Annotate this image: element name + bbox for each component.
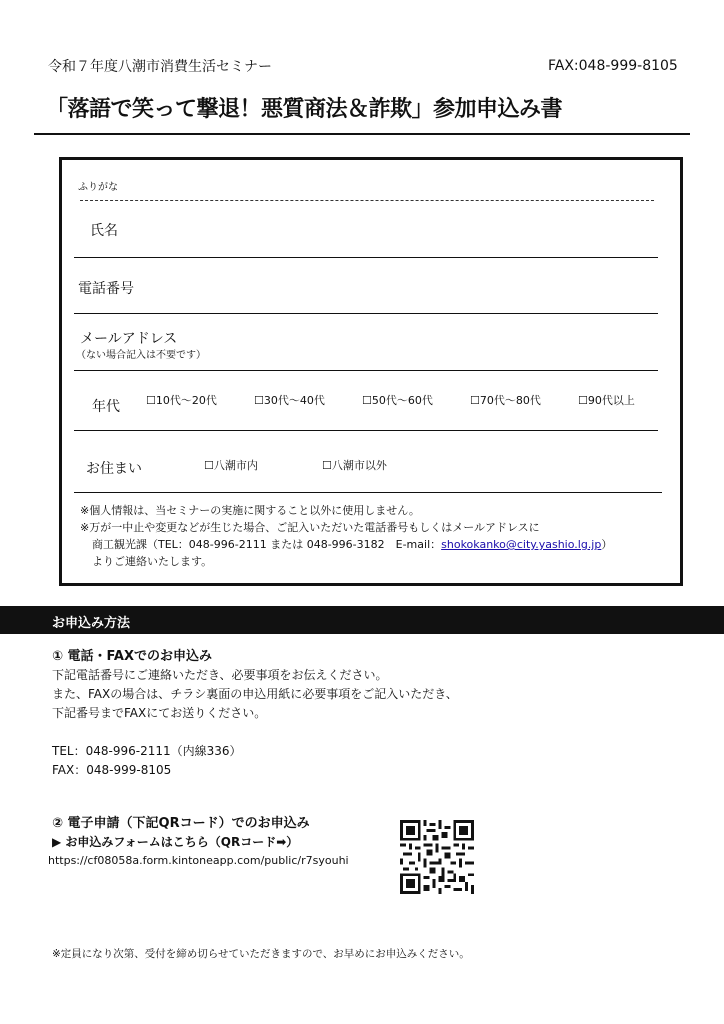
seminar-name: 令和７年度八潮市消費生活セミナー	[48, 59, 272, 75]
contact-fax: FAX：048-999-8105	[52, 763, 172, 777]
note-line-4: よりご連絡いたします。	[92, 555, 213, 568]
form-url[interactable]: https://cf08058a.form.kintoneapp.com/public/r7syouhi	[48, 854, 349, 867]
method2-title: ② 電子申請（下記QRコード）でのお申込み	[52, 816, 310, 831]
name-label: 氏名	[90, 223, 118, 239]
capacity-footnote: ※定員になり次第、受付を締め切らせていただきますので、お早めにお申込みください。	[52, 948, 470, 960]
application-method-title: お申込み方法	[52, 616, 131, 631]
note-line-1: ※個人情報は、当セミナーの実施に関すること以外に使用しません。	[80, 504, 420, 517]
qr-code-icon[interactable]	[400, 820, 474, 894]
note-contact-prefix: 商工観光課（TEL：048-996-2111 または 048-996-3182 E-mail：	[92, 538, 442, 551]
header-fax: FAX:048-999-8105	[548, 58, 678, 74]
privacy-notes	[80, 502, 612, 570]
application-form	[59, 157, 683, 586]
contact-email-link[interactable]: shokokanko@city.yashio.lg.jp	[441, 538, 602, 551]
residence-row-divider	[74, 492, 662, 493]
residence-option-outside[interactable]: ☐八潮市以外	[322, 459, 387, 472]
phone-label: 電話番号	[78, 281, 134, 297]
age-option-90s-plus[interactable]: ☐90代以上	[578, 394, 635, 407]
note-line-2: ※万が一中止や変更などが生じた場合、ご記入いただいた電話番号もしくはメールアドレスに	[80, 521, 540, 534]
application-method-band	[0, 606, 724, 634]
name-field[interactable]	[74, 257, 658, 258]
note-contact-suffix: ）	[601, 538, 613, 551]
residence-option-inside[interactable]: ☐八潮市内	[204, 459, 258, 472]
method1-line3: 下記番号までFAXにてお送りください。	[52, 706, 267, 720]
phone-fax-method	[52, 647, 458, 780]
method1-line2: また、FAXの場合は、チラシ裏面の申込用紙に必要事項をご記入いただき、	[52, 687, 458, 701]
furigana-label: ふりがな	[78, 182, 118, 193]
title-rule	[34, 133, 690, 135]
furigana-field[interactable]	[80, 200, 654, 201]
age-option-10s-20s[interactable]: ☐10代～20代	[146, 394, 217, 407]
online-method	[52, 814, 310, 852]
email-note: （ない場合記入は不要です）	[76, 350, 206, 361]
contact-tel: TEL：048-996-2111（内線336）	[52, 744, 242, 758]
age-row-divider	[74, 430, 658, 431]
age-label: 年代	[92, 399, 120, 415]
age-option-30s-40s[interactable]: ☐30代～40代	[254, 394, 325, 407]
residence-label: お住まい	[86, 461, 142, 477]
email-field[interactable]	[74, 370, 658, 371]
form-link[interactable]: ▶ お申込みフォームはこちら（QRコード➡）	[52, 835, 299, 849]
age-option-50s-60s[interactable]: ☐50代～60代	[362, 394, 433, 407]
note-line-3	[80, 536, 612, 553]
method1-title: ① 電話・FAXでのお申込み	[52, 649, 213, 664]
page-title: 「落語で笑って撃退！悪質商法＆詐欺」参加申込み書	[46, 97, 563, 122]
email-label: メールアドレス	[80, 331, 178, 347]
age-option-70s-80s[interactable]: ☐70代～80代	[470, 394, 541, 407]
phone-field[interactable]	[74, 313, 658, 314]
method1-line1: 下記電話番号にご連絡いただき、必要事項をお伝えください。	[52, 668, 388, 682]
